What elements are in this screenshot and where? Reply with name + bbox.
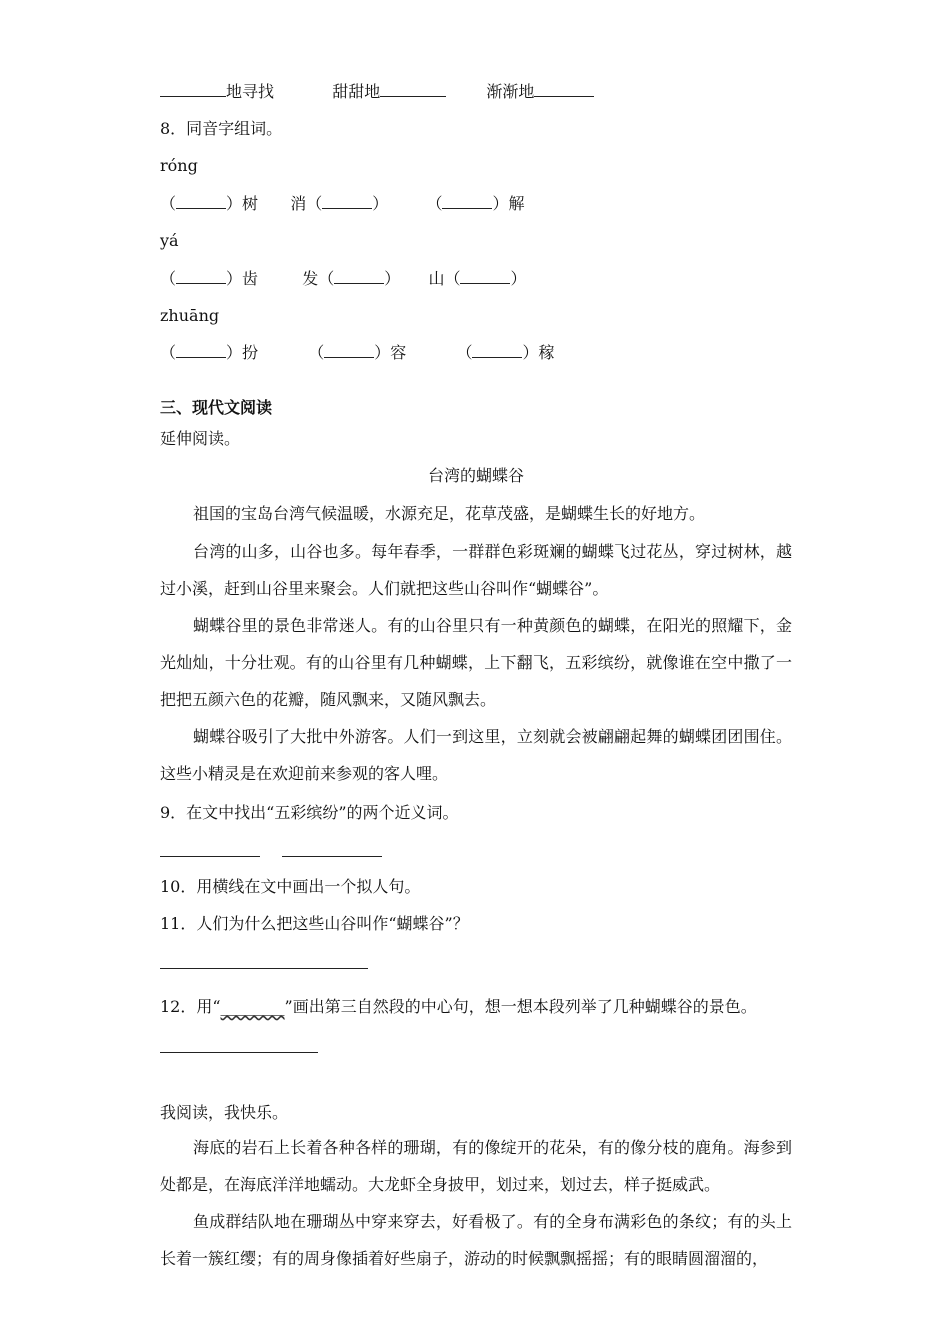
question-11: 11．人们为什么把这些山谷叫作“蝴蝶谷”？: [160, 914, 469, 933]
blank[interactable]: [322, 192, 372, 209]
q8-row-zhuang: （ ）扮 （ ）容 （ ）稼: [160, 343, 555, 362]
blank[interactable]: [534, 80, 594, 97]
blank[interactable]: [472, 341, 522, 358]
blank[interactable]: [442, 192, 492, 209]
q11-answer-line: [160, 952, 368, 975]
answer-line[interactable]: [160, 1036, 318, 1053]
q7-word-3: 渐渐地: [486, 82, 535, 101]
q8-row-rong: （ ）树 消（ ） （ ）解: [160, 194, 525, 213]
section-heading: 三、现代文阅读: [160, 398, 273, 417]
question-12: 12．用“________”画出第三自然段的中心句，想一想本段列举了几种蝴蝶谷的景色。: [160, 997, 757, 1016]
q9-answer-lines: [160, 840, 382, 863]
answer-line[interactable]: [282, 840, 382, 857]
answer-line[interactable]: [160, 952, 368, 969]
q12-answer-line: [160, 1036, 318, 1059]
q8-title: 8．同音字组词。: [160, 119, 283, 138]
question-9: 9．在文中找出“五彩缤纷”的两个近义词。: [160, 803, 459, 822]
wavy-line-mark: ________: [220, 997, 285, 1016]
passage-paragraph: 台湾的山多，山谷也多。每年春季，一群群色彩斑斓的蝴蝶飞过花丛，穿过树林，越过小溪，赶到山谷里来聚会。人们就把这些山谷叫作“蝴蝶谷”。: [160, 542, 792, 598]
q7-word-1: 地寻找: [226, 82, 275, 101]
reading-intro: 我阅读，我快乐。: [160, 1103, 289, 1122]
q8-row-ya: （ ）齿 发（ ） 山（ ）: [160, 269, 527, 288]
pinyin-ya: yá: [160, 231, 179, 250]
answer-line[interactable]: [160, 840, 260, 857]
passage-title: 台湾的蝴蝶谷: [427, 466, 524, 485]
pinyin-rong: róng: [160, 156, 198, 175]
passage-paragraph: 祖国的宝岛台湾气候温暖，水源充足，花草茂盛，是蝴蝶生长的好地方。: [193, 504, 706, 523]
q7-fill-line: [160, 80, 594, 103]
pinyin-zhuang: zhuāng: [160, 306, 220, 325]
blank[interactable]: [324, 341, 374, 358]
blank[interactable]: [160, 80, 226, 97]
blank[interactable]: [334, 267, 384, 284]
passage-paragraph: 蝴蝶谷吸引了大批中外游客。人们一到这里，立刻就会被翩翩起舞的蝴蝶团团围住。这些小精灵是在欢迎前来参观的客人哩。: [160, 727, 792, 783]
blank[interactable]: [176, 192, 226, 209]
q7-word-2: 甜甜地: [332, 82, 381, 101]
passage-paragraph: 蝴蝶谷里的景色非常迷人。有的山谷里只有一种黄颜色的蝴蝶，在阳光的照耀下，金光灿灿，十分壮观。有的山谷里有几种蝴蝶，上下翻飞，五彩缤纷，就像谁在空中撒了一把把五颜六色的花瓣，随风飘来，又随风飘去。: [160, 616, 792, 709]
reading-paragraph: 鱼成群结队地在珊瑚丛中穿来穿去，好看极了。有的全身布满彩色的条纹；有的头上长着一簇红缨；有的周身像插着好些扇子，游动的时候飘飘摇摇；有的眼睛圆溜溜的，: [160, 1212, 792, 1268]
section-intro: 延伸阅读。: [160, 429, 241, 448]
blank[interactable]: [380, 80, 446, 97]
question-10: 10．用横线在文中画出一个拟人句。: [160, 877, 421, 896]
reading-paragraph: 海底的岩石上长着各种各样的珊瑚，有的像绽开的花朵，有的像分枝的鹿角。海参到处都是，在海底洋洋地蠕动。大龙虾全身披甲，划过来，划过去，样子挺威武。: [160, 1138, 792, 1194]
blank[interactable]: [176, 267, 226, 284]
blank[interactable]: [176, 341, 226, 358]
blank[interactable]: [460, 267, 510, 284]
